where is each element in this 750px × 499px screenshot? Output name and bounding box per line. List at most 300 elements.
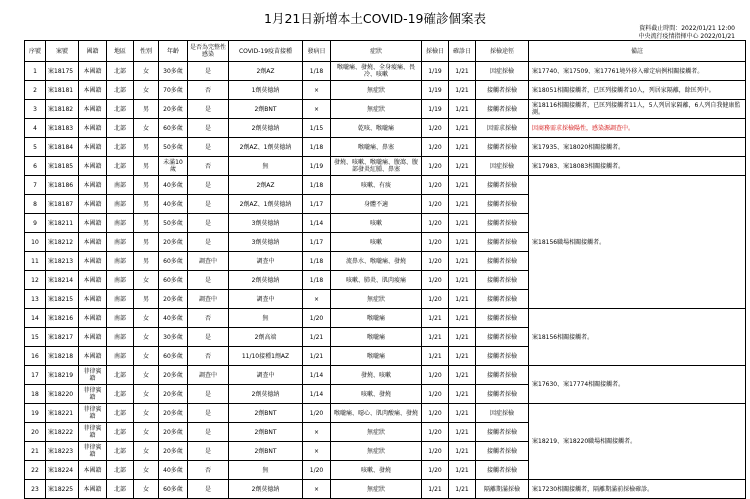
test-date-cell: 1/20 (422, 233, 449, 252)
test-route-cell: 接觸者採檢 (476, 328, 529, 347)
completeness-cell: 是 (188, 176, 229, 195)
age-cell: 未滿10歲 (159, 157, 188, 176)
age-cell: 30多歲 (159, 328, 188, 347)
sex-cell: 女 (134, 480, 159, 499)
vaccine-cell: 調查中 (229, 366, 303, 385)
data-cutoff-time: 資料截止時間：2022/01/21 12:00 (639, 25, 735, 32)
case-id-cell: 案18215 (46, 290, 79, 309)
case-id-cell: 案18214 (46, 271, 79, 290)
nationality-cell: 菲律賓籍 (79, 442, 107, 461)
remark-cell: 案17740、案17509、案17761境外移入確定病例相關接觸者。 (529, 62, 746, 81)
nationality-cell: 菲律賓籍 (79, 385, 107, 404)
column-header: 年齡 (159, 41, 188, 62)
case-id-cell: 案18183 (46, 119, 79, 138)
sex-cell: 男 (134, 195, 159, 214)
nationality-cell: 菲律賓籍 (79, 366, 107, 385)
table-row (25, 119, 746, 138)
test-date-cell: 1/20 (422, 423, 449, 442)
age-cell: 20多歲 (159, 366, 188, 385)
symptom-cell: 無症狀 (331, 81, 422, 100)
age-cell: 70多歲 (159, 81, 188, 100)
onset-cell: 1/14 (303, 214, 331, 233)
sex-cell: 女 (134, 385, 159, 404)
vaccine-cell: 2劑BNT (229, 100, 303, 119)
onset-cell: × (303, 442, 331, 461)
onset-cell: 1/21 (303, 347, 331, 366)
region-cell: 北部 (107, 423, 134, 442)
test-route-cell: 接觸者採檢 (476, 233, 529, 252)
test-date-cell: 1/20 (422, 252, 449, 271)
age-cell: 50多歲 (159, 214, 188, 233)
test-route-cell: 接觸者採檢 (476, 214, 529, 233)
confirm-date-cell: 1/21 (449, 290, 476, 309)
test-route-cell: 接觸者採檢 (476, 290, 529, 309)
age-cell: 40多歲 (159, 309, 188, 328)
case-id-cell: 案18217 (46, 328, 79, 347)
symptom-cell: 無症狀 (331, 100, 422, 119)
test-date-cell: 1/20 (422, 385, 449, 404)
seq-cell: 21 (25, 442, 46, 461)
remark-cell: 案17230相關接觸者，隔離期滿前採檢確診。 (529, 480, 746, 499)
nationality-cell: 本國籍 (79, 81, 107, 100)
nationality-cell: 本國籍 (79, 271, 107, 290)
test-date-cell: 1/21 (422, 480, 449, 499)
age-cell: 60多歲 (159, 252, 188, 271)
test-date-cell: 1/20 (422, 176, 449, 195)
symptom-cell: 發燒、咳嗽、喉嚨痛、腹瀉、腹部發炎紅腫、鼻塞 (331, 157, 422, 176)
test-route-cell: 接觸者採檢 (476, 100, 529, 119)
completeness-cell: 是 (188, 100, 229, 119)
seq-cell: 23 (25, 480, 46, 499)
column-header: 國籍 (79, 41, 107, 62)
vaccine-cell: 2劑AZ (229, 176, 303, 195)
nationality-cell: 本國籍 (79, 195, 107, 214)
onset-cell: 1/19 (303, 157, 331, 176)
test-route-cell: 接觸者採檢 (476, 385, 529, 404)
case-id-cell: 案18222 (46, 423, 79, 442)
completeness-cell: 調查中 (188, 366, 229, 385)
test-route-cell: 接觸者採檢 (476, 81, 529, 100)
table-body (25, 62, 746, 499)
test-date-cell: 1/20 (422, 157, 449, 176)
remark-cell: 案18156相關接觸者。 (529, 309, 746, 366)
symptom-cell: 乾咳、喉嚨痛 (331, 119, 422, 138)
region-cell: 北部 (107, 366, 134, 385)
test-date-cell: 1/20 (422, 442, 449, 461)
symptom-cell: 咳嗽 (331, 214, 422, 233)
age-cell: 20多歲 (159, 423, 188, 442)
vaccine-cell: 無 (229, 309, 303, 328)
test-date-cell: 1/21 (422, 309, 449, 328)
sex-cell: 女 (134, 404, 159, 423)
test-route-cell: 因症採檢 (476, 404, 529, 423)
vaccine-cell: 2劑BNT (229, 404, 303, 423)
vaccine-cell: 2劑BNT (229, 423, 303, 442)
region-cell: 南部 (107, 328, 134, 347)
case-id-cell: 案18211 (46, 214, 79, 233)
test-date-cell: 1/19 (422, 100, 449, 119)
confirm-date-cell: 1/21 (449, 119, 476, 138)
vaccine-cell: 3劑莫德納 (229, 214, 303, 233)
onset-cell: 1/18 (303, 271, 331, 290)
vaccine-cell: 1劑莫德納 (229, 81, 303, 100)
completeness-cell: 否 (188, 461, 229, 480)
remark-cell: 案18156職場相關接觸者。 (529, 176, 746, 309)
case-id-cell: 案18185 (46, 157, 79, 176)
onset-cell: 1/14 (303, 366, 331, 385)
test-route-cell: 接觸者採檢 (476, 138, 529, 157)
seq-cell: 16 (25, 347, 46, 366)
onset-cell: 1/20 (303, 461, 331, 480)
remark-cell: 案17983、案18083相關接觸者。 (529, 157, 746, 176)
test-date-cell: 1/20 (422, 404, 449, 423)
onset-cell: × (303, 290, 331, 309)
completeness-cell: 是 (188, 271, 229, 290)
nationality-cell: 本國籍 (79, 62, 107, 81)
nationality-cell: 本國籍 (79, 100, 107, 119)
sex-cell: 男 (134, 100, 159, 119)
table-row (25, 404, 746, 423)
region-cell: 南部 (107, 347, 134, 366)
table-row (25, 81, 746, 100)
region-cell: 北部 (107, 404, 134, 423)
symptom-cell: 喉嚨痛 (331, 328, 422, 347)
symptom-cell: 無症狀 (331, 442, 422, 461)
confirm-date-cell: 1/21 (449, 423, 476, 442)
region-cell: 北部 (107, 119, 134, 138)
confirm-date-cell: 1/21 (449, 309, 476, 328)
nationality-cell: 本國籍 (79, 138, 107, 157)
symptom-cell: 喉嚨痛、鼻塞 (331, 138, 422, 157)
onset-cell: 1/15 (303, 119, 331, 138)
completeness-cell: 是 (188, 423, 229, 442)
onset-cell: 1/14 (303, 385, 331, 404)
confirm-date-cell: 1/21 (449, 366, 476, 385)
confirm-date-cell: 1/21 (449, 81, 476, 100)
completeness-cell: 是 (188, 214, 229, 233)
seq-cell: 15 (25, 328, 46, 347)
nationality-cell: 本國籍 (79, 157, 107, 176)
sex-cell: 男 (134, 157, 159, 176)
completeness-cell: 否 (188, 347, 229, 366)
symptom-cell: 發燒、咳嗽 (331, 366, 422, 385)
table-header-row (25, 41, 746, 62)
column-header: 確診日 (449, 41, 476, 62)
table-row (25, 366, 746, 385)
nationality-cell: 本國籍 (79, 233, 107, 252)
age-cell: 20多歲 (159, 100, 188, 119)
age-cell: 40多歲 (159, 176, 188, 195)
case-id-cell: 案18225 (46, 480, 79, 499)
sex-cell: 女 (134, 271, 159, 290)
confirm-date-cell: 1/21 (449, 328, 476, 347)
remark-cell: 因商務需求採檢陽性，感染源調查中。 (529, 119, 746, 138)
test-date-cell: 1/19 (422, 62, 449, 81)
case-id-cell: 案18184 (46, 138, 79, 157)
test-route-cell: 隔離期滿採檢 (476, 480, 529, 499)
symptom-cell: 咳嗽、有痰 (331, 176, 422, 195)
age-cell: 20多歲 (159, 385, 188, 404)
test-date-cell: 1/20 (422, 138, 449, 157)
test-date-cell: 1/20 (422, 195, 449, 214)
completeness-cell: 否 (188, 309, 229, 328)
column-header: 是否為完整性感染 (188, 41, 229, 62)
onset-cell: 1/20 (303, 309, 331, 328)
sex-cell: 男 (134, 214, 159, 233)
confirm-date-cell: 1/21 (449, 347, 476, 366)
case-id-cell: 案18181 (46, 81, 79, 100)
seq-cell: 1 (25, 62, 46, 81)
onset-cell: 1/18 (303, 138, 331, 157)
test-date-cell: 1/20 (422, 119, 449, 138)
test-route-cell: 接觸者採檢 (476, 195, 529, 214)
confirm-date-cell: 1/21 (449, 252, 476, 271)
region-cell: 北部 (107, 100, 134, 119)
onset-cell: 1/21 (303, 328, 331, 347)
region-cell: 南部 (107, 290, 134, 309)
case-id-cell: 案18216 (46, 309, 79, 328)
nationality-cell: 本國籍 (79, 290, 107, 309)
region-cell: 南部 (107, 176, 134, 195)
seq-cell: 9 (25, 214, 46, 233)
age-cell: 60多歲 (159, 271, 188, 290)
case-id-cell: 案18218 (46, 347, 79, 366)
age-cell: 20多歲 (159, 442, 188, 461)
age-cell: 30多歲 (159, 62, 188, 81)
report-meta (639, 25, 736, 41)
test-route-cell: 接觸者採檢 (476, 366, 529, 385)
confirm-date-cell: 1/21 (449, 480, 476, 499)
table-row (25, 100, 746, 119)
column-header: COVID-19疫苗接種 (229, 41, 303, 62)
age-cell: 60多歲 (159, 119, 188, 138)
onset-cell: 1/18 (303, 252, 331, 271)
remark-cell: 案18116相關接觸者，已匡列接觸者11人，5人列居家隔離，6人列自我健康監測。 (529, 100, 746, 119)
remark-cell: 案17630、案17774相關接觸者。 (529, 366, 746, 404)
sex-cell: 男 (134, 252, 159, 271)
seq-cell: 6 (25, 157, 46, 176)
case-id-cell: 案18219 (46, 366, 79, 385)
column-header: 性別 (134, 41, 159, 62)
case-id-cell: 案18213 (46, 252, 79, 271)
confirm-date-cell: 1/21 (449, 100, 476, 119)
column-header: 採檢途徑 (476, 41, 529, 62)
test-route-cell: 接觸者採檢 (476, 252, 529, 271)
region-cell: 北部 (107, 138, 134, 157)
table-row (25, 62, 746, 81)
test-route-cell: 接觸者採檢 (476, 423, 529, 442)
seq-cell: 18 (25, 385, 46, 404)
seq-cell: 12 (25, 271, 46, 290)
test-route-cell: 接觸者採檢 (476, 347, 529, 366)
symptom-cell: 身體不適 (331, 195, 422, 214)
sex-cell: 男 (134, 233, 159, 252)
confirm-date-cell: 1/21 (449, 461, 476, 480)
region-cell: 南部 (107, 233, 134, 252)
test-date-cell: 1/20 (422, 461, 449, 480)
case-id-cell: 案18175 (46, 62, 79, 81)
column-header: 採檢日 (422, 41, 449, 62)
nationality-cell: 菲律賓籍 (79, 404, 107, 423)
sex-cell: 女 (134, 366, 159, 385)
region-cell: 北部 (107, 62, 134, 81)
seq-cell: 7 (25, 176, 46, 195)
completeness-cell: 是 (188, 195, 229, 214)
nationality-cell: 本國籍 (79, 176, 107, 195)
confirm-date-cell: 1/21 (449, 195, 476, 214)
case-table (24, 40, 746, 499)
onset-cell: 1/18 (303, 62, 331, 81)
seq-cell: 20 (25, 423, 46, 442)
sex-cell: 女 (134, 328, 159, 347)
column-header: 症狀 (331, 41, 422, 62)
vaccine-cell: 2劑AZ (229, 62, 303, 81)
sex-cell: 男 (134, 138, 159, 157)
confirm-date-cell: 1/21 (449, 233, 476, 252)
age-cell: 20多歲 (159, 233, 188, 252)
nationality-cell: 本國籍 (79, 214, 107, 233)
symptom-cell: 咳嗽、肺炎、肌肉痠痛 (331, 271, 422, 290)
confirm-date-cell: 1/21 (449, 157, 476, 176)
vaccine-cell: 2劑AZ、1劑莫德納 (229, 138, 303, 157)
table-row (25, 176, 746, 195)
symptom-cell: 喉嚨痛 (331, 347, 422, 366)
symptom-cell: 無症狀 (331, 423, 422, 442)
seq-cell: 22 (25, 461, 46, 480)
region-cell: 北部 (107, 385, 134, 404)
seq-cell: 3 (25, 100, 46, 119)
seq-cell: 2 (25, 81, 46, 100)
test-date-cell: 1/20 (422, 366, 449, 385)
completeness-cell: 是 (188, 442, 229, 461)
case-id-cell: 案18223 (46, 442, 79, 461)
completeness-cell: 是 (188, 480, 229, 499)
test-route-cell: 接觸者採檢 (476, 309, 529, 328)
onset-cell: × (303, 480, 331, 499)
test-date-cell: 1/19 (422, 81, 449, 100)
onset-cell: 1/20 (303, 404, 331, 423)
region-cell: 北部 (107, 442, 134, 461)
vaccine-cell: 11/10接種1劑AZ (229, 347, 303, 366)
confirm-date-cell: 1/21 (449, 271, 476, 290)
vaccine-cell: 調查中 (229, 252, 303, 271)
nationality-cell: 本國籍 (79, 309, 107, 328)
completeness-cell: 是 (188, 328, 229, 347)
completeness-cell: 是 (188, 62, 229, 81)
symptom-cell: 喉嚨痛 (331, 309, 422, 328)
case-id-cell: 案18182 (46, 100, 79, 119)
test-date-cell: 1/20 (422, 290, 449, 309)
table-row (25, 480, 746, 499)
seq-cell: 4 (25, 119, 46, 138)
case-id-cell: 案18212 (46, 233, 79, 252)
case-id-cell: 案18220 (46, 385, 79, 404)
onset-cell: 1/17 (303, 195, 331, 214)
nationality-cell: 本國籍 (79, 347, 107, 366)
case-id-cell: 案18186 (46, 176, 79, 195)
table-row (25, 157, 746, 176)
column-header: 案號 (46, 41, 79, 62)
age-cell: 50多歲 (159, 138, 188, 157)
sex-cell: 女 (134, 309, 159, 328)
sex-cell: 女 (134, 423, 159, 442)
vaccine-cell: 2劑AZ、1劑莫德納 (229, 195, 303, 214)
vaccine-cell: 3劑莫德納 (229, 233, 303, 252)
symptom-cell: 喉嚨痛、發燒、全身痠痛、畏冷、咳嗽 (331, 62, 422, 81)
nationality-cell: 本國籍 (79, 461, 107, 480)
age-cell: 60多歲 (159, 480, 188, 499)
completeness-cell: 否 (188, 81, 229, 100)
confirm-date-cell: 1/21 (449, 176, 476, 195)
test-route-cell: 接觸者採檢 (476, 176, 529, 195)
column-header: 地區 (107, 41, 134, 62)
test-route-cell: 因症採檢 (476, 157, 529, 176)
sex-cell: 女 (134, 442, 159, 461)
symptom-cell: 咳嗽、發燒 (331, 461, 422, 480)
test-date-cell: 1/21 (422, 328, 449, 347)
column-header: 發病日 (303, 41, 331, 62)
region-cell: 南部 (107, 214, 134, 233)
region-cell: 北部 (107, 81, 134, 100)
completeness-cell: 否 (188, 157, 229, 176)
case-id-cell: 案18224 (46, 461, 79, 480)
sex-cell: 女 (134, 81, 159, 100)
seq-cell: 5 (25, 138, 46, 157)
seq-cell: 11 (25, 252, 46, 271)
confirm-date-cell: 1/21 (449, 62, 476, 81)
confirm-date-cell: 1/21 (449, 404, 476, 423)
completeness-cell: 是 (188, 404, 229, 423)
table-row (25, 309, 746, 328)
symptom-cell: 無症狀 (331, 480, 422, 499)
test-date-cell: 1/20 (422, 214, 449, 233)
region-cell: 南部 (107, 195, 134, 214)
onset-cell: 1/17 (303, 233, 331, 252)
age-cell: 20多歲 (159, 290, 188, 309)
page-title: 1月21日新增本土COVID-19確診個案表 (264, 11, 486, 26)
sex-cell: 男 (134, 290, 159, 309)
region-cell: 南部 (107, 252, 134, 271)
seq-cell: 17 (25, 366, 46, 385)
case-id-cell: 案18187 (46, 195, 79, 214)
onset-cell: × (303, 100, 331, 119)
symptom-cell: 流鼻水、喉嚨痛、發燒 (331, 252, 422, 271)
vaccine-cell: 無 (229, 157, 303, 176)
test-route-cell: 接觸者採檢 (476, 461, 529, 480)
confirm-date-cell: 1/21 (449, 442, 476, 461)
completeness-cell: 是 (188, 233, 229, 252)
symptom-cell: 無症狀 (331, 290, 422, 309)
vaccine-cell: 調查中 (229, 290, 303, 309)
onset-cell: × (303, 423, 331, 442)
completeness-cell: 是 (188, 138, 229, 157)
confirm-date-cell: 1/21 (449, 385, 476, 404)
region-cell: 北部 (107, 157, 134, 176)
test-route-cell: 接觸者採檢 (476, 271, 529, 290)
seq-cell: 10 (25, 233, 46, 252)
completeness-cell: 是 (188, 119, 229, 138)
remark-cell: 案18051相關接觸者，已匡列接觸者10人，列居家隔離，餘匡列中。 (529, 81, 746, 100)
column-header: 備註 (529, 41, 746, 62)
region-cell: 南部 (107, 309, 134, 328)
vaccine-cell: 2劑莫德納 (229, 271, 303, 290)
vaccine-cell: 2劑莫德納 (229, 480, 303, 499)
completeness-cell: 是 (188, 385, 229, 404)
symptom-cell: 咳嗽 (331, 233, 422, 252)
confirm-date-cell: 1/21 (449, 214, 476, 233)
remark-cell: 案17935、案18020相關接觸者。 (529, 138, 746, 157)
vaccine-cell: 2劑莫德納 (229, 119, 303, 138)
